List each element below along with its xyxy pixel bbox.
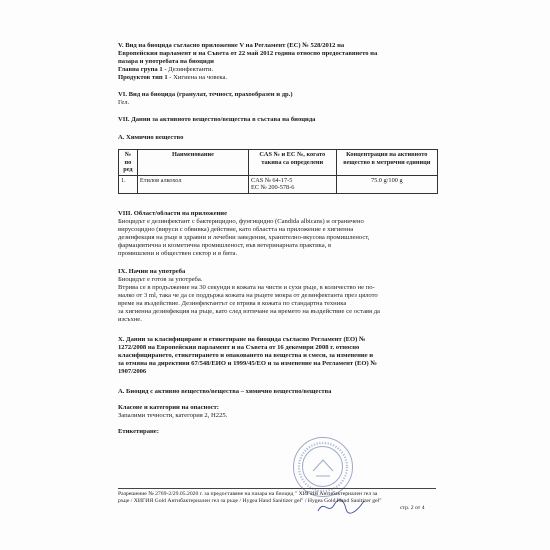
cell-no: 1. [119,175,138,193]
labelling-label: Етикетиране: [118,428,159,435]
section-7-subtitle: А. Химично вещество [118,134,184,141]
cell-cas [249,175,337,193]
page-footer [118,491,436,505]
section-8-line: промишлени и обществен сектор и в бита. [118,250,238,258]
section-5-title-line: пазара и употребата на биоциди [118,58,214,66]
section-8-line: Биоцидът е дезинфектант с бактерицидно, фунгицидно (Candida albicans) и ограничено [118,218,364,225]
hazard-class-value: Запалими течности, категория 2, H225. [118,412,228,419]
section-10-title-line: 1907/2006 [118,368,147,376]
section-9-line: малко от 3 ml, така че да се поддържа кожата на ръцете мокра от дезинфектанта през цялото [118,292,378,300]
col-header-no: № по ред [119,150,138,176]
cell-concentration: 75.0 g/100 g [336,175,437,193]
cell-name: Етилов алкохол [137,175,248,193]
col-header-name: Наименование [137,150,248,176]
section-8-body [118,218,436,258]
section-9-line: Биоцидът е готов за употреба. [118,276,203,283]
section-8-line: фармацевтична и козметична промишленост, във ветеринарната практика, в [118,242,332,250]
table-row [119,175,438,193]
section-5-title-line: Европейския парламент и на Съвета от 22 май 2012 година относно предоставянето на [118,50,378,58]
table-header-row [119,150,438,176]
main-group-label: Главна група 1 [118,66,163,73]
section-7-title: VII. Данни за активното вещество/вещества в състава на биоцида [118,116,316,123]
hazard-class-label: Класове и категории на опасност: [118,404,219,411]
main-group [118,66,436,74]
footer-line: ръце / ХИГИЯ Gold Антибактериален гел за ръце / Hygea Hand Sanitizer gel" / Hygea Gold Hand Sanitizer gel" [118,498,382,504]
section-8-line: дезинфекция на ръце в здравни и лечебни заведения, хранително-вкусова промишленост, [118,234,370,242]
active-substance-table [118,149,438,194]
section-10-title-line: класифицирането, етикетирането и опаковането на вещества и смеси, за изменение и [118,352,374,360]
section-10-subtitle: А. Биоцид с активно вещество/вещества – химично вещество/вещества [118,388,332,395]
footer-divider [118,488,436,489]
footer-line: Разрешение № 2769-2/29.05.2020 г. за предоставяне на пазара на биоцид " ХИГИЯ Антибактериален гел за [118,491,378,497]
section-9-title: IX. Начин на употреба [118,268,186,275]
section-9-line: Втрива се в продължение на 30 секунди в кожата на чисти и сухи ръце, в количество не по- [118,284,375,292]
section-5-title [118,42,436,66]
section-5-title-line: V. Вид на биоцида съгласно приложение V на Регламент (ЕС) № 528/2012 на [118,42,345,49]
section-10-title-line: за отмяна на директиви 67/548/ЕИО и 1999/45/ЕО и за изменение на Регламент (ЕО) № [118,360,377,368]
col-header-concentration: Концентрация на активното вещество в метрични единици [336,150,437,176]
product-type-label: Продуктов тип 1 [118,74,168,81]
section-9-line: за хигиенна дезинфекция на ръце, като след изтичане на времето на въздействие се оставя да [118,308,380,316]
section-10-title [118,336,436,376]
section-8-title: VIII. Област/области на приложение [118,210,228,217]
section-10-title-line: 1272/2008 на Европейския парламент и на Съвета от 16 декември 2008 г. относно [118,344,360,352]
cas-number: CAS № 64-17-5 [251,176,293,184]
section-6-title: VI. Вид на биоцида (гранулат, течност, прахообразен и др.) [118,91,293,98]
product-type-value: - Хигиена на човека. [167,74,228,81]
section-6-value: Гел. [118,99,130,106]
page-number: стр. 2 от 4 [400,505,425,511]
section-9-line: време на въздействие. Дезинфектантът се втрива в кожата по стандартна техника [118,300,347,308]
main-group-value: - Дезинфектанти. [162,66,214,73]
product-type [118,74,436,82]
section-9-body [118,276,436,325]
section-9-line: изсъхне. [118,316,142,324]
ec-number: EC № 200-578-6 [251,184,295,192]
col-header-cas: CAS № и EC №, когато такива са определени [249,150,337,176]
section-10-title-line: X. Данни за класифициране и етикетиране на биоцида съгласно Регламент (ЕО) № [118,336,366,343]
section-8-line: вирусоцидно (вируси с обвивка) действие, като областта на приложение е хигиенна [118,226,354,234]
